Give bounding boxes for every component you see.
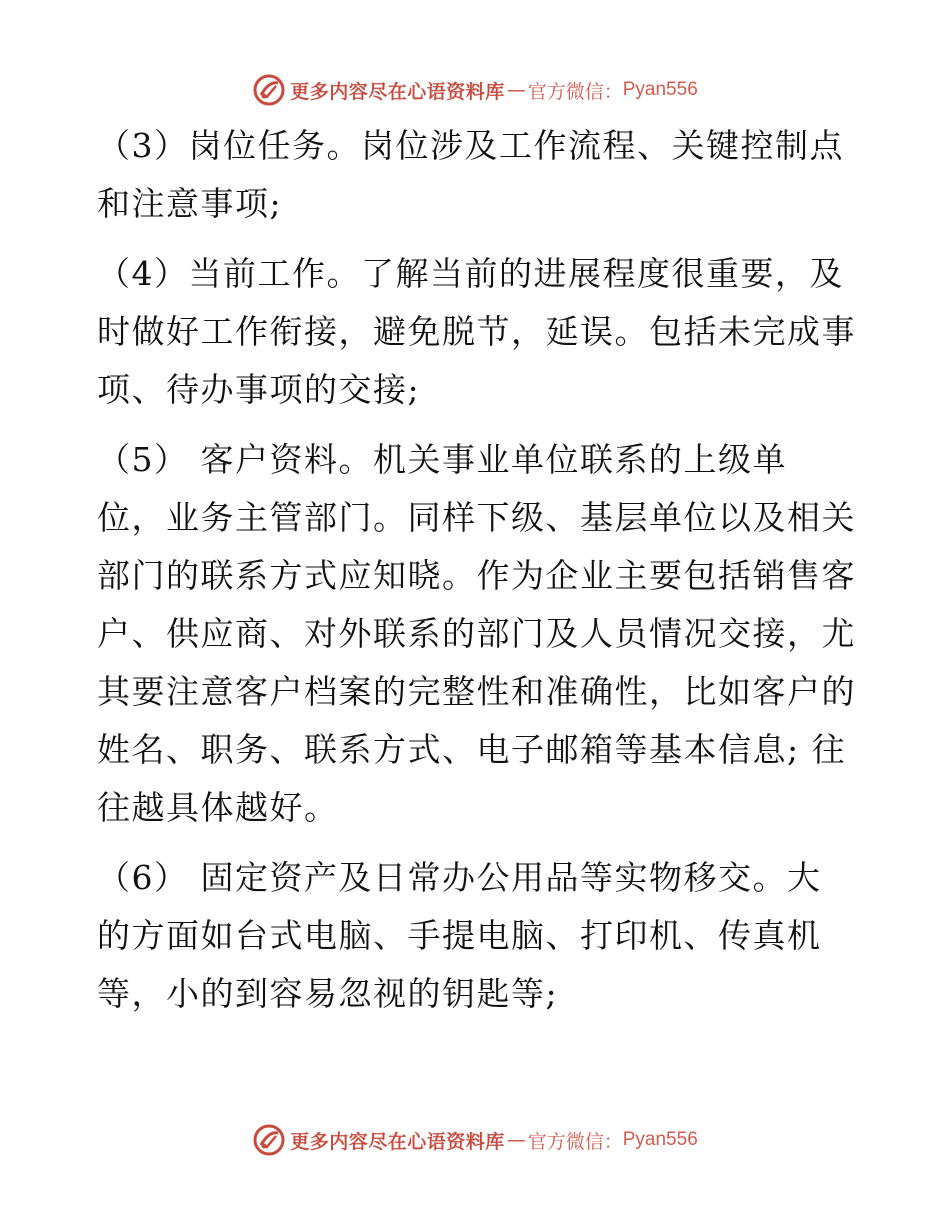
paragraph-line: 户、供应商、对外联系的部门及人员情况交接，尤	[97, 614, 856, 653]
paragraph-line: 的方面如台式电脑、手提电脑、打印机、传真机	[97, 916, 822, 955]
paragraph-line: （6） 固定资产及日常办公用品等实物移交。大	[97, 858, 822, 897]
header-banner	[0, 70, 950, 110]
footer-banner	[0, 1120, 950, 1160]
paragraph-5	[97, 431, 857, 837]
banner-dash: —	[506, 79, 526, 101]
brand-logo-icon	[252, 73, 286, 107]
paragraph-line: 部门的联系方式应知晓。作为企业主要包括销售客	[97, 556, 856, 595]
paragraph-line: 姓名、职务、联系方式、电子邮箱等基本信息; 往	[97, 730, 847, 769]
paragraph-4	[97, 245, 857, 419]
banner-main-text: 更多内容尽在心语资料库	[290, 1130, 505, 1153]
paragraph-line: 其要注意客户档案的完整性和准确性，比如客户的	[97, 672, 856, 711]
banner-wechat-id: Pyan556	[622, 1129, 698, 1150]
paragraph-line: 等，小的到容易忽视的钥匙等;	[97, 974, 559, 1013]
paragraph-line: （4）当前工作。了解当前的进展程度很重要，及	[97, 254, 844, 293]
document-body	[97, 117, 857, 1035]
paragraph-line: 项、待办事项的交接;	[97, 370, 421, 409]
banner-wechat-id: Pyan556	[622, 79, 698, 100]
banner-wechat-label: 官方微信：	[527, 1130, 623, 1153]
paragraph-line: 时做好工作衔接，避免脱节，延误。包括未完成事	[97, 312, 856, 351]
paragraph-line: 往越具体越好。	[97, 788, 339, 827]
paragraph-line: 位，业务主管部门。同样下级、基层单位以及相关	[97, 498, 856, 537]
paragraph-line: 和注意事项;	[97, 184, 283, 223]
paragraph-line: （3）岗位任务。岗位涉及工作流程、关键控制点	[97, 126, 844, 165]
banner-wechat-label: 官方微信：	[527, 80, 623, 103]
brand-logo-icon	[252, 1123, 286, 1157]
paragraph-3	[97, 117, 857, 233]
paragraph-6	[97, 849, 857, 1023]
paragraph-line: （5） 客户资料。机关事业单位联系的上级单	[97, 440, 787, 479]
banner-dash: —	[506, 1129, 526, 1151]
banner-main-text: 更多内容尽在心语资料库	[290, 80, 505, 103]
